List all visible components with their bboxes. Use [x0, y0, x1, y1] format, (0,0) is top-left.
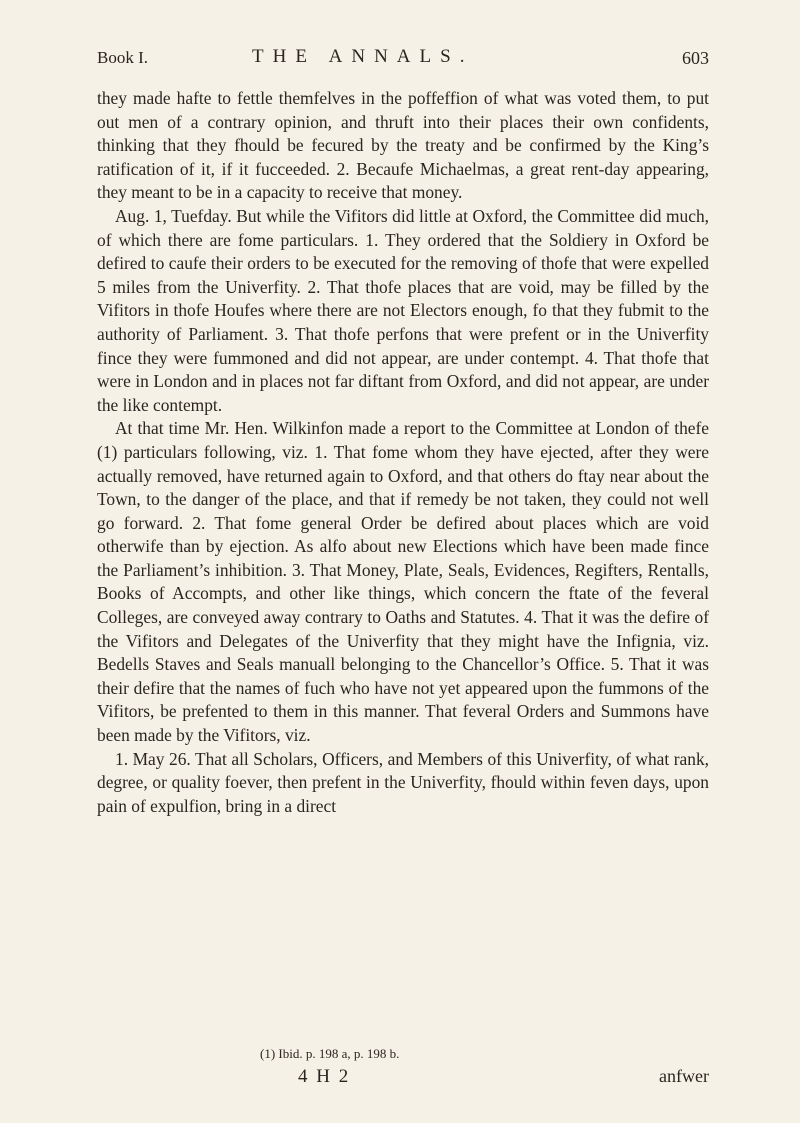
page-number: 603	[682, 48, 709, 68]
running-title: THE ANNALS.	[252, 46, 474, 67]
paragraph: Aug. 1, Tuefday. But while the Vifitors did little at Oxford, the Committee did much, of which there are fome particulars. 1. They ordered that the Soldiery in Oxford be defired to caufe their orders to be executed for the removing of thofe that were expelled 5 miles from the Univerfity. 2. That thofe places that are void, may be filled by the Vifitors in thofe Houfes where there are not Electors enough, fo that they fubmit to the authority of Parliament. 3. That thofe perfons that were prefent or in the Univerfity fince they were fummoned and did not appear, are under contempt. 4. That thofe that were in London and in places not far diftant from Oxford, and did not appear, are under the like contempt.	[97, 205, 709, 415]
book-label: Book I.	[97, 48, 148, 67]
signature-mark: 4 H 2	[298, 1066, 351, 1087]
catchword: anfwer	[659, 1066, 709, 1086]
body-text	[97, 87, 709, 818]
paragraph: 1. May 26. That all Scholars, Officers, and Members of this Univerfity, of what rank, degree, or quality foever, then prefent in the Univerfity, fhould within feven days, upon pain of expulfion, bring in a direct	[97, 748, 709, 816]
paragraph: they made hafte to fettle themfelves in the poffeffion of what was voted them, to put out men of a contrary opinion, and thruft into their places their own confidents, thinking that they fhould be fecured by the treaty and be confirmed by the King’s ratification of it, if it fucceeded. 2. Becaufe Michaelmas, a great rent-day appearing, they meant to be in a capacity to receive that money.	[97, 88, 709, 203]
paragraph: At that time Mr. Hen. Wilkinfon made a report to the Committee at London of thefe (1) particulars following, viz. 1. That fome whom they have ejected, after they were actually removed, have returned again to Oxford, and that others do ftay near about the Town, to the danger of the place, and that if remedy be not taken, they could not well go forward. 2. That fome general Order be defired about places which are void otherwife than by ejection. As alfo about new Elections which have been made fince the Parliament’s inhibition. 3. That Money, Plate, Seals, Evidences, Regifters, Rentalls, Books of Accompts, and other like things, which concern the ftate of the feveral Colleges, are conveyed away contrary to Oaths and Statutes. 4. That it was the defire of the Vifitors and Delegates of the Univerfity that they might have the Infignia, viz. Bedells Staves and Seals manuall belonging to the Chancellor’s Office. 5. That it was their defire that the names of fuch who have not yet appeared upon the fummons of the Vifitors, be prefented to them in this manner. That feveral Orders and Summons have been made by the Vifitors, viz.	[97, 418, 709, 746]
running-head	[97, 46, 709, 76]
footnote: (1) Ibid. p. 198 a, p. 198 b.	[260, 1046, 400, 1061]
